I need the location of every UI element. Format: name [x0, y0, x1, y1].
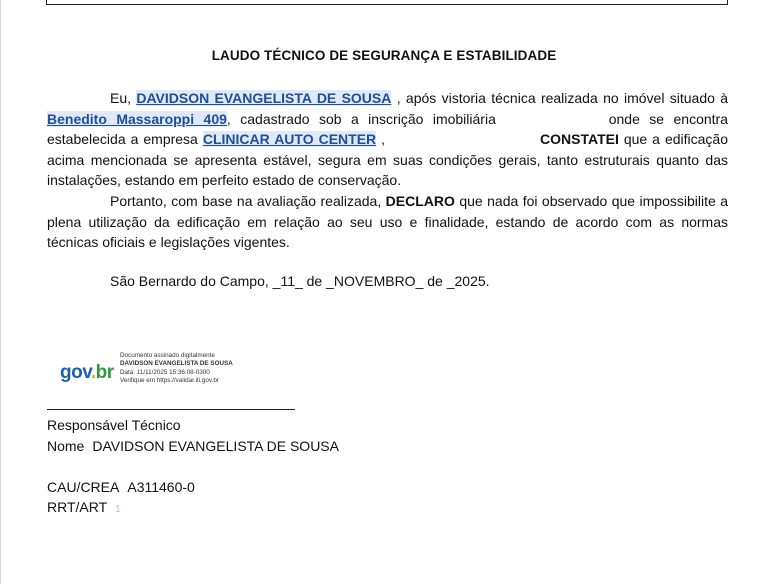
- name-value: DAVIDSON EVANGELISTA DE SOUSA: [92, 438, 339, 454]
- cau-row: [47, 479, 195, 495]
- rrt-row: [47, 499, 121, 515]
- cau-value: A311460-0: [127, 479, 195, 495]
- paragraph-vistoria: [47, 88, 728, 191]
- seal-verify-link[interactable]: Verifique em https://validar.iti.gov.br: [120, 376, 219, 384]
- cau-label: CAU/CREA: [47, 479, 120, 495]
- rrt-value: 1: [115, 504, 121, 515]
- seal-text: [120, 352, 233, 385]
- p1-text-6: que a edificação acima mencionada se apresenta estável, segura em suas condições gerais, tanto estruturais quanto das instalações, estando em perfeito estado de conservação.: [47, 131, 728, 188]
- name-label: Nome: [47, 438, 85, 454]
- responsible-name-link[interactable]: DAVIDSON EVANGELISTA DE SOUSA: [136, 90, 392, 106]
- paragraph-declaracao: [47, 191, 728, 253]
- seal-signer: DAVIDSON EVANGELISTA DE SOUSA: [120, 360, 233, 368]
- name-row: [47, 438, 339, 454]
- p1-text-4: onde se encontra estabelecida a empresa: [47, 110, 729, 147]
- header-box-remnant: [46, 0, 728, 5]
- digital-signature-seal: [60, 350, 260, 392]
- page-edge: [0, 0, 1, 584]
- address-link[interactable]: Benedito Massaroppi 409: [47, 110, 227, 127]
- date-line: São Bernardo do Campo, _11_ de _NOVEMBRO_ de _2025.: [110, 273, 490, 289]
- p1-text-2: , após vistoria técnica realizada no imóvel situado à: [391, 90, 728, 106]
- declaro-verb: DECLARO: [385, 193, 455, 209]
- constatei-verb: CONSTATEI: [540, 131, 619, 147]
- p2-text-2: que nada foi observado que impossibilite a plena utilização da edificação em relação ao seu uso e finalidade, estando de acordo com as normas técnicas oficiais e legislações vigentes.: [47, 193, 728, 250]
- seal-line-1: Documento assinado digitalmente: [120, 352, 215, 359]
- p1-text-5: ,: [376, 131, 391, 147]
- govbr-logo: gov.br: [60, 362, 114, 383]
- role-label: Responsável Técnico: [47, 417, 181, 433]
- p2-text-1: Portanto, com base na avaliação realizada,: [110, 193, 386, 209]
- signature-line: [47, 409, 295, 410]
- rrt-label: RRT/ART: [47, 499, 108, 515]
- document-title: LAUDO TÉCNICO DE SEGURANÇA E ESTABILIDADE: [211, 48, 557, 63]
- seal-date: Data: 11/11/2025 15:36:08-0300: [120, 368, 210, 376]
- company-link[interactable]: CLINICAR AUTO CENTER: [202, 131, 377, 147]
- p1-text-3: , cadastrado sob a inscrição imobiliária: [226, 110, 506, 127]
- p1-text-1: Eu,: [110, 90, 137, 106]
